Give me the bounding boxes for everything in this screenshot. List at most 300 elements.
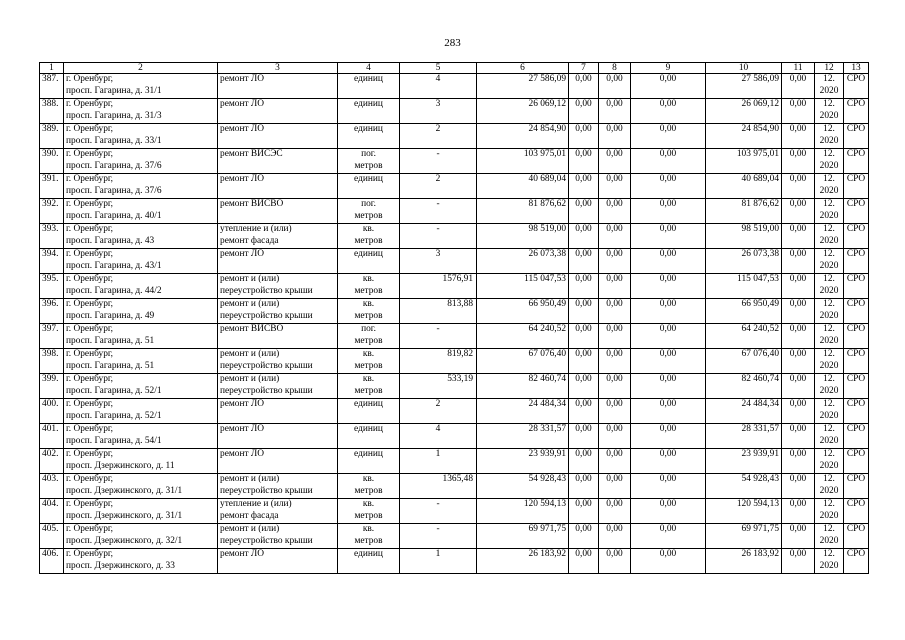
table-cell bbox=[477, 299, 569, 324]
table-cell bbox=[599, 249, 631, 274]
table-cell bbox=[782, 124, 815, 149]
value-col7: 0,00 bbox=[575, 174, 592, 184]
value-col10: 28 331,57 bbox=[741, 424, 779, 434]
funding-source: СРО bbox=[846, 99, 866, 109]
value-col9: 0,00 bbox=[659, 349, 677, 359]
completion-year: 2020 bbox=[819, 160, 839, 171]
table-cell bbox=[844, 74, 869, 99]
unit-line1: пог. bbox=[361, 324, 376, 334]
table-cell bbox=[782, 249, 815, 274]
row-number: 397. bbox=[42, 324, 59, 334]
funding-source: СРО bbox=[846, 374, 866, 384]
value-col8: 0,00 bbox=[606, 99, 623, 109]
value-col8: 0,00 bbox=[606, 149, 623, 159]
quantity: 813,88 bbox=[447, 299, 473, 309]
row-number: 394. bbox=[42, 249, 59, 259]
table-cell bbox=[782, 474, 815, 499]
table-cell bbox=[569, 299, 599, 324]
completion-year: 2020 bbox=[819, 435, 839, 446]
table-cell bbox=[64, 299, 218, 324]
table-cell bbox=[40, 149, 64, 174]
value-col9: 0,00 bbox=[659, 224, 677, 234]
address-city: г. Оренбург, bbox=[66, 124, 114, 134]
table-cell bbox=[400, 524, 477, 549]
table-cell bbox=[218, 474, 338, 499]
value-col8: 0,00 bbox=[606, 549, 623, 559]
work-type-line1: ремонт и (или) bbox=[220, 299, 280, 309]
table-cell bbox=[477, 374, 569, 399]
total-cost: 26 073,38 bbox=[528, 249, 566, 259]
unit-line1: единиц bbox=[354, 174, 383, 184]
value-col8: 0,00 bbox=[606, 449, 623, 459]
table-cell bbox=[631, 224, 706, 249]
value-col7: 0,00 bbox=[575, 199, 592, 209]
unit-line1: единиц bbox=[354, 74, 383, 84]
quantity: - bbox=[436, 524, 440, 534]
table-cell bbox=[706, 399, 782, 424]
value-col9: 0,00 bbox=[659, 474, 677, 484]
completion-year: 2020 bbox=[819, 485, 839, 496]
value-col7: 0,00 bbox=[575, 424, 592, 434]
table-cell bbox=[631, 174, 706, 199]
unit-line1: единиц bbox=[354, 99, 383, 109]
table-cell bbox=[477, 74, 569, 99]
table-cell bbox=[844, 274, 869, 299]
funding-source: СРО bbox=[846, 324, 866, 334]
table-cell bbox=[40, 274, 64, 299]
total-cost: 54 928,43 bbox=[528, 474, 566, 484]
work-type-line1: ремонт ЛО bbox=[220, 424, 265, 434]
value-col7: 0,00 bbox=[575, 249, 592, 259]
table-row bbox=[40, 124, 869, 149]
completion-year: 2020 bbox=[819, 410, 839, 421]
table-cell bbox=[477, 199, 569, 224]
value-col8: 0,00 bbox=[606, 174, 623, 184]
table-cell bbox=[815, 124, 844, 149]
table-cell bbox=[815, 349, 844, 374]
completion-year: 2020 bbox=[819, 360, 839, 371]
table-cell bbox=[782, 274, 815, 299]
table-cell bbox=[569, 474, 599, 499]
table-cell bbox=[844, 249, 869, 274]
funding-source: СРО bbox=[846, 249, 866, 259]
repair-register-table bbox=[39, 62, 869, 574]
address-city: г. Оренбург, bbox=[66, 199, 114, 209]
table-cell bbox=[338, 399, 400, 424]
row-number: 393. bbox=[42, 224, 59, 234]
value-col8: 0,00 bbox=[606, 474, 623, 484]
table-cell bbox=[64, 74, 218, 99]
table-cell bbox=[64, 124, 218, 149]
row-number: 401. bbox=[42, 424, 59, 434]
table-cell bbox=[40, 524, 64, 549]
table-cell bbox=[218, 149, 338, 174]
table-cell bbox=[40, 199, 64, 224]
row-number: 396. bbox=[42, 299, 59, 309]
table-cell bbox=[477, 149, 569, 174]
table-cell bbox=[844, 199, 869, 224]
table-cell bbox=[782, 524, 815, 549]
total-cost: 24 854,90 bbox=[528, 124, 566, 134]
table-cell bbox=[218, 199, 338, 224]
unit-line2: метров bbox=[354, 385, 383, 396]
page-number: 283 bbox=[444, 37, 461, 49]
table-cell bbox=[477, 499, 569, 524]
table-cell bbox=[338, 299, 400, 324]
table-cell bbox=[631, 399, 706, 424]
work-type-line1: ремонт ЛО bbox=[220, 74, 265, 84]
address-street: просп. Гагарина, д. 54/1 bbox=[66, 435, 162, 446]
table-cell bbox=[218, 349, 338, 374]
work-type-line1: утепление и (или) bbox=[220, 499, 292, 509]
value-col10: 115 047,53 bbox=[737, 274, 779, 284]
address-city: г. Оренбург, bbox=[66, 174, 114, 184]
address-street: просп. Гагарина, д. 43/1 bbox=[66, 260, 162, 271]
table-cell bbox=[815, 524, 844, 549]
work-type-line2: переустройство крыши bbox=[220, 485, 313, 496]
value-col10: 26 073,38 bbox=[741, 249, 779, 259]
table-cell bbox=[815, 249, 844, 274]
table-cell bbox=[569, 224, 599, 249]
address-street: просп. Гагарина, д. 43 bbox=[66, 235, 155, 246]
table-cell bbox=[706, 449, 782, 474]
value-col8: 0,00 bbox=[606, 274, 623, 284]
work-type-line1: ремонт ЛО bbox=[220, 449, 265, 459]
table-cell bbox=[569, 324, 599, 349]
table-cell bbox=[844, 524, 869, 549]
table-cell bbox=[40, 324, 64, 349]
column-header-3: 3 bbox=[218, 63, 338, 74]
work-type-line1: ремонт ЛО bbox=[220, 249, 265, 259]
address-street: просп. Гагарина, д. 51 bbox=[66, 335, 155, 346]
value-col11: 0,00 bbox=[789, 549, 807, 559]
work-type-line2: ремонт фасада bbox=[220, 510, 279, 521]
table-row bbox=[40, 274, 869, 299]
total-cost: 24 484,34 bbox=[528, 399, 566, 409]
table-cell bbox=[706, 174, 782, 199]
value-col10: 120 594,13 bbox=[736, 499, 779, 509]
work-type-line1: ремонт и (или) bbox=[220, 349, 280, 359]
table-cell bbox=[64, 349, 218, 374]
table-cell bbox=[338, 324, 400, 349]
table-cell bbox=[844, 349, 869, 374]
quantity: 1 bbox=[435, 549, 441, 559]
table-cell bbox=[782, 99, 815, 124]
work-type-line2: переустройство крыши bbox=[220, 535, 313, 546]
value-col11: 0,00 bbox=[789, 524, 807, 534]
total-cost: 66 950,49 bbox=[528, 299, 566, 309]
unit-line1: единиц bbox=[354, 249, 383, 259]
table-row bbox=[40, 549, 869, 574]
row-number: 391. bbox=[42, 174, 59, 184]
table-cell bbox=[815, 174, 844, 199]
total-cost: 120 594,13 bbox=[523, 499, 566, 509]
row-number: 402. bbox=[42, 449, 59, 459]
table-row bbox=[40, 524, 869, 549]
value-col9: 0,00 bbox=[659, 549, 677, 559]
work-type-line1: ремонт ЛО bbox=[220, 549, 265, 559]
value-col10: 23 939,91 bbox=[741, 449, 779, 459]
quantity: 3 bbox=[435, 99, 441, 109]
value-col8: 0,00 bbox=[606, 249, 623, 259]
table-cell bbox=[218, 99, 338, 124]
table-cell bbox=[218, 174, 338, 199]
table-cell bbox=[569, 249, 599, 274]
unit-line2: метров bbox=[354, 510, 383, 521]
unit-line1: единиц bbox=[354, 399, 383, 409]
table-cell bbox=[844, 224, 869, 249]
table-cell bbox=[782, 449, 815, 474]
work-type-line2: переустройство крыши bbox=[220, 285, 313, 296]
value-col10: 103 975,01 bbox=[736, 149, 779, 159]
table-row bbox=[40, 224, 869, 249]
table-cell bbox=[400, 124, 477, 149]
work-type-line2: переустройство крыши bbox=[220, 385, 313, 396]
table-cell bbox=[64, 449, 218, 474]
funding-source: СРО bbox=[846, 499, 866, 509]
row-number: 398. bbox=[42, 349, 59, 359]
table-cell bbox=[477, 399, 569, 424]
completion-month: 12. bbox=[823, 249, 835, 259]
table-cell bbox=[338, 149, 400, 174]
table-cell bbox=[338, 249, 400, 274]
table-cell bbox=[706, 74, 782, 99]
address-city: г. Оренбург, bbox=[66, 274, 114, 284]
column-header-13: 13 bbox=[844, 63, 869, 74]
table-row bbox=[40, 349, 869, 374]
unit-line1: кв. bbox=[362, 474, 375, 484]
total-cost: 103 975,01 bbox=[523, 149, 566, 159]
completion-month: 12. bbox=[823, 274, 835, 284]
unit-line2: метров bbox=[354, 285, 383, 296]
table-cell bbox=[631, 524, 706, 549]
table-cell bbox=[400, 149, 477, 174]
unit-line2: метров bbox=[354, 335, 383, 346]
table-cell bbox=[599, 474, 631, 499]
table-row bbox=[40, 324, 869, 349]
table-cell bbox=[40, 549, 64, 574]
value-col10: 67 076,40 bbox=[741, 349, 779, 359]
column-header-6: 6 bbox=[477, 63, 569, 74]
table-cell bbox=[477, 174, 569, 199]
table-cell bbox=[599, 524, 631, 549]
total-cost: 67 076,40 bbox=[528, 349, 566, 359]
unit-line2: метров bbox=[354, 160, 383, 171]
table-cell bbox=[631, 324, 706, 349]
completion-year: 2020 bbox=[819, 460, 839, 471]
row-number: 405. bbox=[42, 524, 59, 534]
address-street: просп. Дзержинского, д. 11 bbox=[66, 460, 175, 471]
table-cell bbox=[40, 474, 64, 499]
table-cell bbox=[400, 549, 477, 574]
value-col7: 0,00 bbox=[575, 299, 592, 309]
funding-source: СРО bbox=[846, 524, 866, 534]
table-cell bbox=[599, 399, 631, 424]
completion-month: 12. bbox=[823, 474, 835, 484]
work-type-line1: ремонт и (или) bbox=[220, 374, 280, 384]
table-cell bbox=[477, 224, 569, 249]
table-cell bbox=[400, 449, 477, 474]
table-cell bbox=[815, 99, 844, 124]
address-street: просп. Гагарина, д. 31/3 bbox=[66, 110, 162, 121]
completion-month: 12. bbox=[823, 374, 835, 384]
table-cell bbox=[631, 474, 706, 499]
table-cell bbox=[815, 274, 844, 299]
row-number: 388. bbox=[42, 99, 59, 109]
work-type-line1: ремонт ВИСЭС bbox=[220, 149, 283, 159]
table-cell bbox=[338, 424, 400, 449]
value-col7: 0,00 bbox=[575, 324, 592, 334]
table-cell bbox=[782, 499, 815, 524]
table-cell bbox=[218, 299, 338, 324]
table-cell bbox=[782, 74, 815, 99]
table-header bbox=[40, 63, 869, 74]
table-cell bbox=[631, 499, 706, 524]
table-cell bbox=[599, 499, 631, 524]
work-type-line1: ремонт ЛО bbox=[220, 124, 265, 134]
value-col10: 64 240,52 bbox=[741, 324, 779, 334]
table-cell bbox=[218, 524, 338, 549]
table-cell bbox=[569, 349, 599, 374]
address-city: г. Оренбург, bbox=[66, 349, 114, 359]
total-cost: 26 183,92 bbox=[528, 549, 566, 559]
address-street: просп. Дзержинского, д. 31/1 bbox=[66, 485, 183, 496]
table-cell bbox=[477, 449, 569, 474]
unit-line2: метров bbox=[354, 360, 383, 371]
table-cell bbox=[631, 249, 706, 274]
total-cost: 23 939,91 bbox=[528, 449, 566, 459]
table-cell bbox=[815, 449, 844, 474]
completion-month: 12. bbox=[823, 299, 835, 309]
table-cell bbox=[40, 224, 64, 249]
table-cell bbox=[64, 424, 218, 449]
work-type-line1: ремонт ЛО bbox=[220, 399, 265, 409]
table-cell bbox=[844, 149, 869, 174]
funding-source: СРО bbox=[846, 149, 866, 159]
row-number: 403. bbox=[42, 474, 59, 484]
table-cell bbox=[631, 374, 706, 399]
table-cell bbox=[599, 274, 631, 299]
quantity: 1576,91 bbox=[442, 274, 473, 284]
value-col11: 0,00 bbox=[789, 474, 807, 484]
completion-year: 2020 bbox=[819, 310, 839, 321]
table-cell bbox=[782, 374, 815, 399]
quantity: - bbox=[436, 149, 440, 159]
table-row bbox=[40, 74, 869, 99]
table-cell bbox=[815, 549, 844, 574]
table-cell bbox=[477, 274, 569, 299]
value-col7: 0,00 bbox=[575, 99, 592, 109]
table-cell bbox=[400, 299, 477, 324]
table-row bbox=[40, 174, 869, 199]
table-cell bbox=[706, 474, 782, 499]
value-col9: 0,00 bbox=[659, 324, 677, 334]
table-cell bbox=[599, 299, 631, 324]
value-col7: 0,00 bbox=[575, 74, 592, 84]
table-cell bbox=[338, 99, 400, 124]
value-col8: 0,00 bbox=[606, 424, 623, 434]
table-cell bbox=[706, 499, 782, 524]
row-number: 389. bbox=[42, 124, 59, 134]
column-header-4: 4 bbox=[338, 63, 400, 74]
unit-line1: кв. bbox=[362, 299, 375, 309]
column-header-10: 10 bbox=[706, 63, 782, 74]
value-col10: 26 069,12 bbox=[741, 99, 779, 109]
work-type-line2: переустройство крыши bbox=[220, 310, 313, 321]
table-cell bbox=[40, 449, 64, 474]
address-city: г. Оренбург, bbox=[66, 224, 114, 234]
address-city: г. Оренбург, bbox=[66, 499, 114, 509]
value-col9: 0,00 bbox=[659, 399, 677, 409]
completion-month: 12. bbox=[823, 524, 835, 534]
quantity: 2 bbox=[435, 174, 441, 184]
completion-month: 12. bbox=[823, 349, 835, 359]
unit-line1: пог. bbox=[361, 149, 376, 159]
work-type-line1: ремонт ЛО bbox=[220, 99, 265, 109]
value-col10: 24 484,34 bbox=[741, 399, 779, 409]
value-col7: 0,00 bbox=[575, 549, 592, 559]
table-cell bbox=[782, 324, 815, 349]
table-cell bbox=[599, 424, 631, 449]
address-city: г. Оренбург, bbox=[66, 549, 114, 559]
completion-month: 12. bbox=[823, 124, 835, 134]
table-cell bbox=[400, 274, 477, 299]
value-col7: 0,00 bbox=[575, 274, 592, 284]
value-col8: 0,00 bbox=[606, 199, 623, 209]
table-cell bbox=[815, 74, 844, 99]
completion-year: 2020 bbox=[819, 260, 839, 271]
table-cell bbox=[338, 474, 400, 499]
table-cell bbox=[64, 549, 218, 574]
completion-month: 12. bbox=[823, 149, 835, 159]
value-col11: 0,00 bbox=[789, 149, 807, 159]
table-cell bbox=[706, 524, 782, 549]
value-col11: 0,00 bbox=[789, 174, 807, 184]
table-cell bbox=[477, 524, 569, 549]
table-cell bbox=[218, 324, 338, 349]
table-cell bbox=[338, 74, 400, 99]
quantity: 1 bbox=[435, 449, 441, 459]
unit-line2: метров bbox=[354, 535, 383, 546]
table-cell bbox=[40, 399, 64, 424]
value-col8: 0,00 bbox=[606, 524, 623, 534]
table-cell bbox=[400, 374, 477, 399]
row-number: 399. bbox=[42, 374, 59, 384]
table-cell bbox=[477, 324, 569, 349]
table-cell bbox=[631, 449, 706, 474]
table-cell bbox=[782, 199, 815, 224]
table-row bbox=[40, 449, 869, 474]
table-cell bbox=[782, 399, 815, 424]
value-col7: 0,00 bbox=[575, 399, 592, 409]
value-col9: 0,00 bbox=[659, 374, 677, 384]
table-cell bbox=[782, 349, 815, 374]
table-cell bbox=[400, 349, 477, 374]
unit-line1: кв. bbox=[362, 224, 375, 234]
table-cell bbox=[64, 324, 218, 349]
value-col11: 0,00 bbox=[789, 324, 807, 334]
quantity: 4 bbox=[435, 424, 441, 434]
completion-month: 12. bbox=[823, 324, 835, 334]
quantity: - bbox=[436, 324, 440, 334]
table-cell bbox=[706, 349, 782, 374]
row-number: 404. bbox=[42, 499, 59, 509]
address-city: г. Оренбург, bbox=[66, 299, 114, 309]
table-cell bbox=[569, 199, 599, 224]
table-cell bbox=[218, 74, 338, 99]
table-cell bbox=[400, 474, 477, 499]
table-cell bbox=[218, 374, 338, 399]
